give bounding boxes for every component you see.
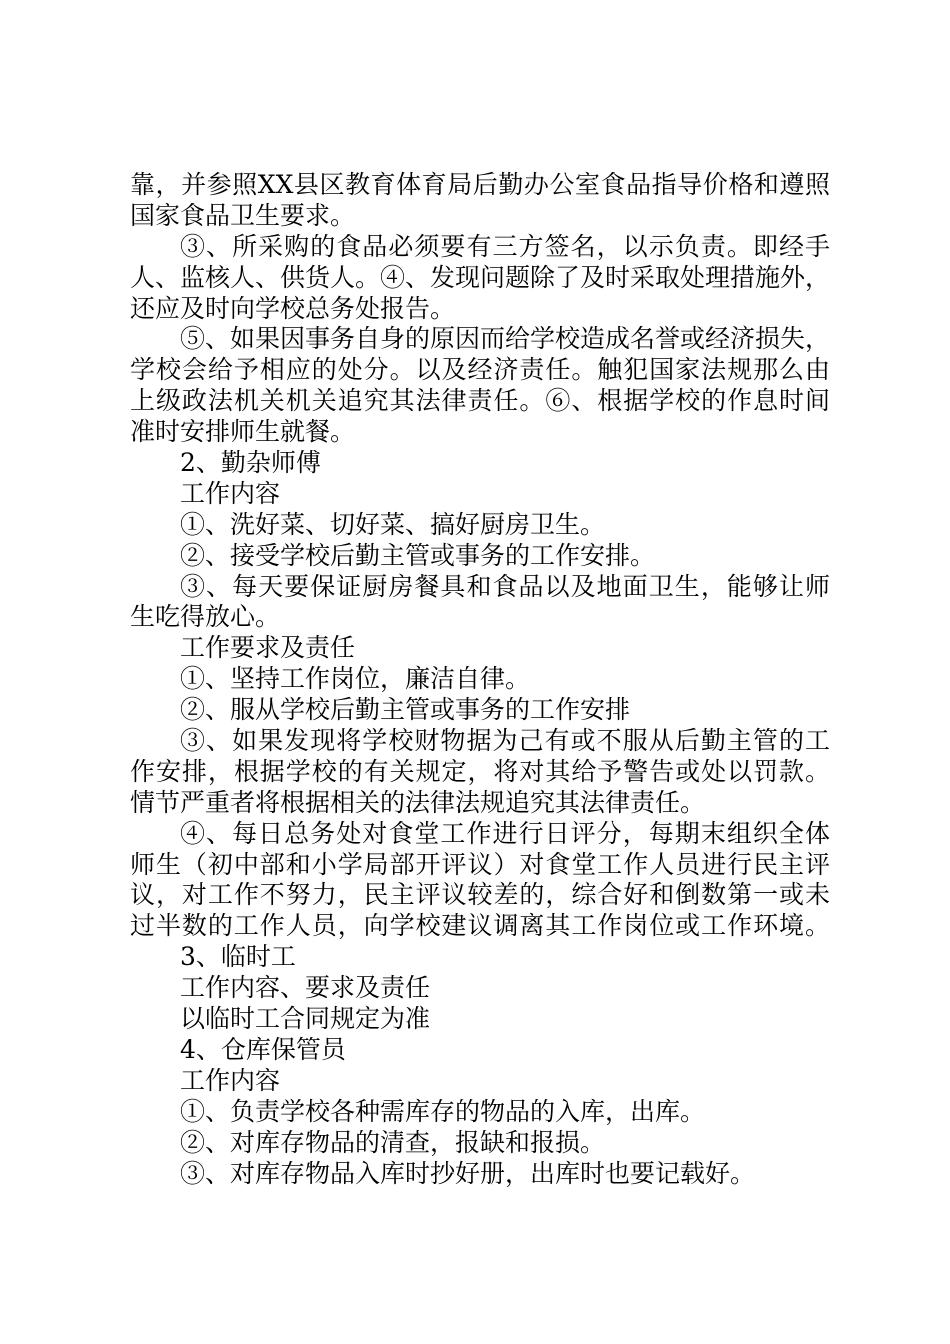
text-line: 以临时工合同规定为准 — [180, 1004, 431, 1034]
text-line: ②、服从学校后勤主管或事务的工作安排 — [180, 695, 631, 725]
text-line: 工作内容、要求及责任 — [180, 973, 431, 1003]
text-line: 工作内容 — [180, 1065, 281, 1095]
text-line: 上级政法机关机关追究其法律责任。⑥、根据学校的作息时间 — [130, 386, 830, 416]
text-line: ③、对库存物品入库时抄好册，出库时也要记载好。 — [180, 1158, 756, 1188]
text-line: 人、监核人、供货人。④、发现问题除了及时采取处理措施外， — [130, 262, 830, 292]
text-line: 4、仓库保管员 — [180, 1034, 346, 1064]
text-line: 2、勤杂师傅 — [180, 448, 321, 478]
text-line: ③、所采购的食品必须要有三方签名，以示负责。即经手 — [180, 231, 830, 261]
text-line: ④、每日总务处对食堂工作进行日评分，每期末组织全体 — [180, 818, 830, 848]
text-line: ③、每天要保证厨房餐具和食品以及地面卫生，能够让师 — [180, 571, 830, 601]
text-line: ①、负责学校各种需库存的物品的入库，出库。 — [180, 1096, 706, 1126]
text-line: 工作要求及责任 — [180, 633, 356, 663]
document-page — [130, 170, 830, 1189]
text-line: 国家食品卫生要求。 — [130, 200, 356, 230]
text-line: 作安排，根据学校的有关规定，将对其给予警告或处以罚款。 — [130, 756, 830, 786]
text-line: 生吃得放心。 — [130, 602, 281, 632]
text-line: 过半数的工作人员，向学校建议调离其工作岗位或工作环境。 — [130, 911, 830, 941]
text-line: 靠，并参照XX县区教育体育局后勤办公室食品指导价格和遵照 — [130, 170, 830, 199]
text-line: ⑤、如果因事务自身的原因而给学校造成名誉或经济损失， — [180, 324, 830, 354]
text-line: 工作内容 — [180, 478, 281, 508]
text-line: ①、坚持工作岗位，廉洁自律。 — [180, 664, 531, 694]
text-line: ①、洗好菜、切好菜、搞好厨房卫生。 — [180, 509, 606, 539]
text-line: 3、临时工 — [180, 942, 296, 972]
text-line: 学校会给予相应的处分。以及经济责任。触犯国家法规那么由 — [130, 355, 830, 385]
text-line: 师生（初中部和小学局部开评议）对食堂工作人员进行民主评 — [130, 849, 830, 879]
text-line: 情节严重者将根据相关的法律法规追究其法律责任。 — [130, 787, 706, 817]
text-line: ③、如果发现将学校财物据为己有或不服从后勤主管的工 — [180, 726, 830, 756]
text-line: 准时安排师生就餐。 — [130, 417, 356, 447]
text-line: 还应及时向学校总务处报告。 — [130, 293, 456, 323]
text-line: 议，对工作不努力，民主评议较差的，综合好和倒数第一或未 — [130, 880, 830, 910]
text-line: ②、接受学校后勤主管或事务的工作安排。 — [180, 540, 656, 570]
text-line: ②、对库存物品的清查，报缺和报损。 — [180, 1127, 606, 1157]
